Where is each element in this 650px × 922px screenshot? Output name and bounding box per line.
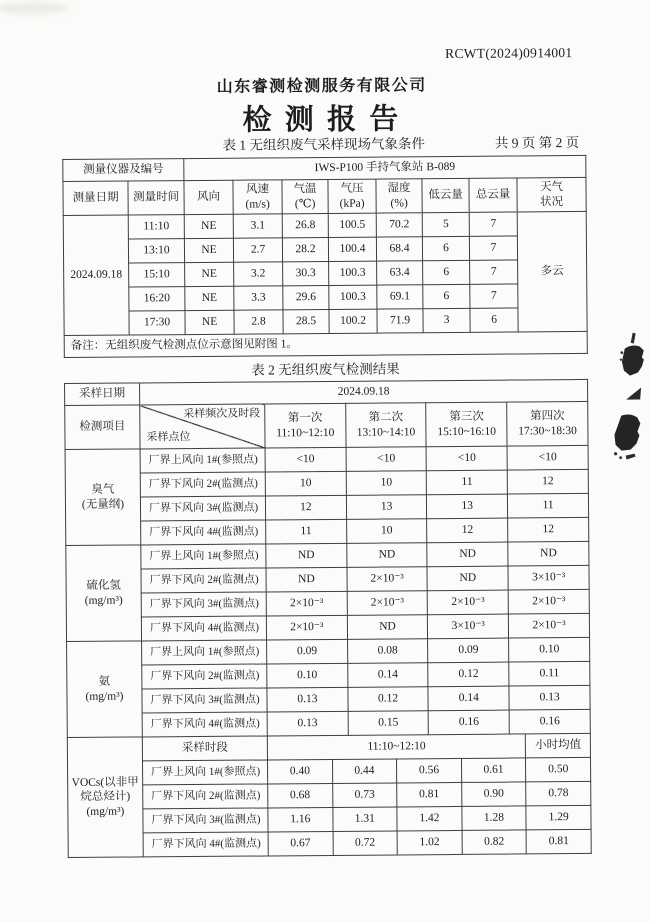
diagonal-header-cell [140,404,265,449]
value-cell: 0.08 [347,639,428,664]
remark-cell: 备注：无组织废气检测点位示意图见附图 1。 [64,331,587,357]
run-time: 17:30~18:30 [518,424,577,437]
value-cell: 3×10⁻³ [508,565,589,590]
header-cell: 低云量 [422,178,469,212]
hour-average-cell: 0.50 [526,757,591,782]
value-cell: 0.13 [267,711,348,736]
point-cell: 厂界上风向 1#(参照点) [141,544,266,569]
value-cell: 0.56 [397,758,462,783]
point-cell: 厂界下风向 2#(监测点) [142,664,267,689]
detection-results-table [64,379,592,858]
value-cell: 0.72 [333,831,398,856]
value-cell: 7 [469,236,517,260]
time-cell: 11:10 [128,215,184,239]
value-cell: 3×10⁻³ [428,614,509,639]
header-cell: 风向 [184,180,233,214]
group-label-cell: VOCs(以非甲烷总烃计) (mg/m³) [67,737,143,858]
value-cell: 6 [423,284,470,308]
run-number: 第四次 [530,410,565,423]
table1-caption: 表 1 无组织废气采样现场气象条件 [222,136,425,153]
time-cell: 17:30 [129,311,185,335]
value-cell: NE [185,286,234,310]
value-cell: 6 [423,260,470,284]
value-cell: ND [266,543,347,568]
value-cell: <10 [346,447,427,472]
value-cell: ND [266,567,347,592]
value-cell: 11 [266,519,347,544]
table1-caption-row [62,131,585,155]
period-label-cell: 采样时段 [142,736,267,761]
header-cell: 测量日期 [63,181,128,216]
value-cell: 3.1 [233,214,282,238]
value-cell: 7 [470,260,518,284]
value-cell: 2×10⁻³ [508,589,589,614]
period-value-cell: 11:10~12:10 [267,734,525,760]
table-header-row [65,401,588,449]
run-header-cell [426,402,507,447]
value-cell: 0.12 [348,687,429,712]
value-cell: 0.10 [267,663,348,688]
table-row [64,331,587,357]
value-cell: 68.4 [376,237,422,261]
run-time: 15:10~16:10 [437,425,497,438]
header-cell: 测量时间 [128,181,184,215]
report-number: RCWT(2024)0914001 [445,45,573,62]
value-cell: 2×10⁻³ [508,613,589,638]
value-cell: 1.28 [462,806,527,831]
value-cell: 0.16 [429,710,510,735]
value-cell: <10 [507,445,588,470]
value-cell: 0.14 [347,663,428,688]
sample-date-label-cell: 采样日期 [65,383,140,406]
value-cell: ND [508,541,589,566]
value-cell: 6 [470,308,518,332]
value-cell: 0.09 [267,639,348,664]
value-cell: NE [185,310,234,334]
run-number: 第二次 [368,411,404,424]
value-cell: 0.16 [509,709,590,734]
value-cell: 6 [422,236,469,260]
value-cell: 10 [346,471,427,496]
value-cell: 0.09 [428,638,509,663]
value-cell: 12 [265,495,346,520]
header-cell: 气温 (℃) [282,179,328,213]
value-cell: 70.2 [376,213,422,237]
header-cell: 天气 状况 [517,177,586,212]
value-cell: <10 [426,446,507,471]
value-cell: 12 [427,518,508,543]
point-cell: 厂界下风向 4#(监测点) [142,712,267,737]
value-cell: 7 [470,284,518,308]
weather-conditions-table [62,155,588,358]
value-cell: 100.3 [329,285,377,309]
value-cell: 10 [265,471,346,496]
point-cell: 厂界下风向 2#(监测点) [143,784,268,809]
group-label-cell: 氨 (mg/m³) [67,641,143,738]
value-cell: 13 [346,495,427,520]
run-number: 第三次 [449,410,484,424]
value-cell: 3.2 [234,262,283,286]
value-cell: 100.2 [329,309,377,333]
instrument-value-cell: IWS-P100 手持气象站 B-089 [184,155,586,180]
value-cell: 11 [427,470,508,495]
group-label-cell: 臭气 (无量纲) [65,449,141,546]
value-cell: 1.42 [397,806,462,831]
value-cell: 0.82 [462,830,527,855]
value-cell: 2×10⁻³ [266,591,347,616]
header-cell: 总云量 [469,178,517,212]
point-cell: 厂界上风向 1#(参照点) [142,640,267,665]
value-cell: 3 [423,308,470,332]
value-cell: ND [347,543,428,568]
value-cell: 28.5 [283,309,329,333]
point-cell: 厂界下风向 2#(监测点) [141,568,266,593]
time-cell: 16:20 [129,287,185,311]
value-cell: 0.68 [268,783,333,808]
point-cell: 厂界下风向 4#(监测点) [141,520,266,545]
point-cell: 厂界上风向 1#(参照点) [143,760,268,785]
value-cell: 2×10⁻³ [347,591,428,616]
hour-average-cell: 0.81 [526,829,591,854]
value-cell: 12 [508,517,589,542]
value-cell: 13 [427,494,508,519]
value-cell: NE [184,214,233,238]
value-cell: 0.90 [461,782,526,807]
value-cell: 30.3 [283,261,329,285]
hour-average-header-cell: 小时均值 [526,733,591,758]
sample-date-cell: 2024.09.18 [140,379,588,405]
page-number-info: 共 9 页 第 2 页 [494,134,580,151]
run-number: 第一次 [287,412,323,425]
value-cell: 0.73 [332,783,397,808]
company-name: 山东睿测检测服务有限公司 [216,77,427,96]
value-cell: 69.1 [377,285,423,309]
header-cell: 气压 (kPa) [328,179,376,213]
value-cell: ND [427,566,508,591]
value-cell: 71.9 [377,309,423,333]
value-cell: 26.8 [282,213,328,237]
run-time: 13:10~14:10 [356,425,416,439]
point-cell: 厂界下风向 3#(监测点) [142,688,267,713]
value-cell: 2.7 [233,238,282,262]
value-cell: 0.11 [509,661,590,686]
value-cell: 100.5 [328,213,376,237]
point-cell: 厂界下风向 4#(监测点) [143,832,268,857]
value-cell: 5 [422,212,469,236]
value-cell: ND [427,542,508,567]
value-cell: 1.02 [397,830,462,855]
ink-stain-mark [619,332,645,376]
value-cell: 100.3 [329,261,377,285]
point-cell: 厂界上风向 1#(参照点) [140,448,265,473]
value-cell: 0.13 [509,685,590,710]
point-cell: 厂界下风向 4#(监测点) [141,616,266,641]
scan-smudge [0,2,70,15]
hour-average-cell: 1.29 [526,805,591,830]
value-cell: 1.16 [268,807,333,832]
value-cell: 29.6 [283,285,329,309]
group-label-cell: 硫化氢 (mg/m³) [66,545,142,642]
value-cell: 2.8 [234,310,283,334]
value-cell: NE [185,262,234,286]
table2-caption: 表 2 无组织废气检测结果 [251,361,400,378]
page-title: 检 测 报 告 [242,103,402,137]
point-cell: 厂界下风向 3#(监测点) [140,496,265,521]
value-cell: ND [347,615,428,640]
value-cell: 2×10⁻³ [266,615,347,640]
table-row [68,829,591,857]
value-cell: 1.31 [332,807,397,832]
value-cell: 7 [469,212,517,236]
point-cell: 厂界下风向 3#(监测点) [143,808,268,833]
value-cell: 2×10⁻³ [347,567,428,592]
hour-average-cell: 0.78 [526,781,591,806]
value-cell: 2×10⁻³ [428,590,509,615]
header-cell: 湿度 (%) [376,179,422,213]
value-cell: 3.3 [234,286,283,310]
value-cell: 0.67 [268,831,333,856]
diagonal-bottom-label: 采样点位 [146,431,191,444]
value-cell: 63.4 [377,261,423,285]
value-cell: 0.40 [267,759,332,784]
value-cell: 100.4 [328,237,376,261]
value-cell: 11 [508,493,589,518]
header-cell: 风速 (m/s) [233,180,282,214]
date-cell: 2024.09.18 [63,215,129,336]
value-cell: NE [184,238,233,262]
value-cell: 0.10 [509,637,590,662]
value-cell: 0.61 [461,758,526,783]
time-cell: 13:10 [128,239,184,263]
run-time: 11:10~12:10 [276,426,335,439]
ink-stain-mark [611,414,641,464]
point-cell: 厂界下风向 3#(监测点) [141,592,266,617]
run-header-cell [265,403,346,448]
value-cell: 12 [507,469,588,494]
ink-triangle-mark [625,387,642,401]
value-cell: 0.81 [397,782,462,807]
value-cell: 0.12 [428,662,509,687]
value-cell: <10 [265,447,346,472]
run-header-cell [345,403,426,448]
diagonal-top-label: 采样频次及时段 [183,407,261,421]
value-cell: 28.2 [282,237,328,261]
value-cell: 10 [346,519,427,544]
item-label-cell: 检测项目 [65,405,140,450]
point-cell: 厂界下风向 2#(监测点) [140,472,265,497]
instrument-label-cell: 测量仪器及编号 [63,159,184,182]
value-cell: 0.14 [428,686,509,711]
run-header-cell [507,401,588,446]
value-cell: 0.44 [332,759,397,784]
weather-cell: 多云 [517,211,587,332]
value-cell: 0.15 [348,711,429,736]
value-cell: 0.13 [267,687,348,712]
time-cell: 15:10 [129,263,185,287]
table-header-row [63,177,586,215]
